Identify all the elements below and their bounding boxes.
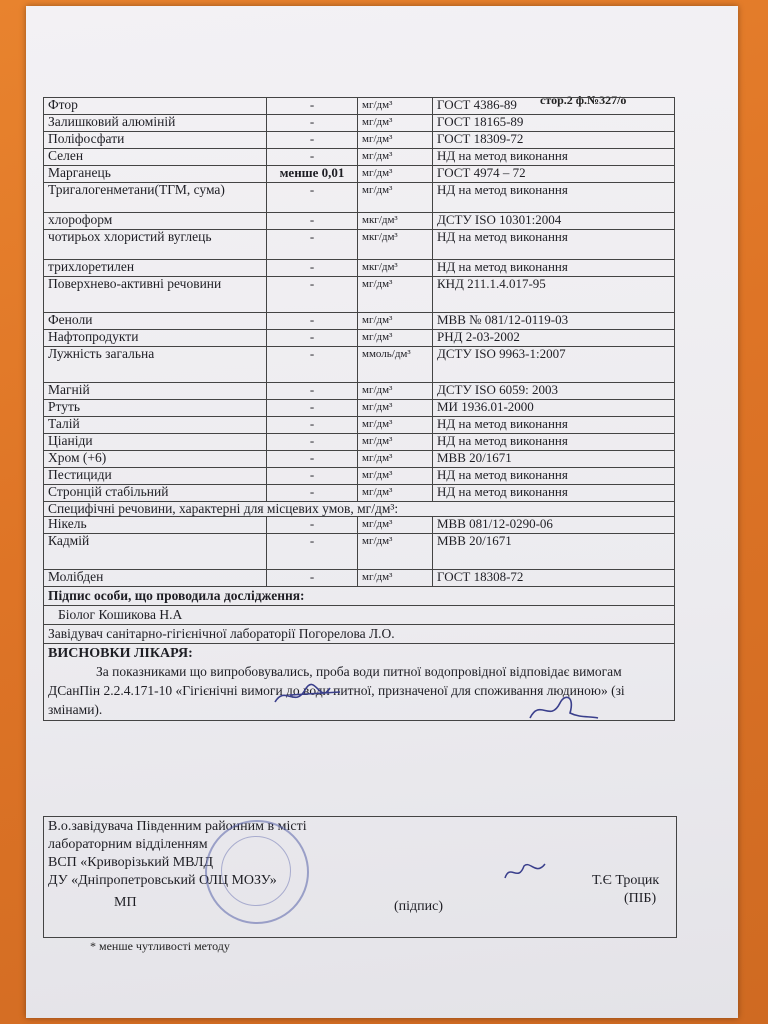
row-method: ДСТУ ISO 9963-1:2007	[433, 347, 675, 383]
head-signature-box	[43, 816, 677, 938]
row-value: -	[267, 330, 358, 347]
row-value: -	[267, 183, 358, 213]
row-unit: мг/дм³	[358, 115, 433, 132]
researcher-name: Біолог Кошикова Н.А	[43, 606, 675, 625]
row-name: Фтор	[44, 98, 267, 115]
row-value: -	[267, 230, 358, 260]
row-method: ГОСТ 4974 – 72	[433, 166, 675, 183]
head-title-line1: В.о.завідувача Південним районним в місті	[48, 819, 307, 834]
row-value: -	[267, 485, 358, 502]
row-unit: мг/дм³	[358, 417, 433, 434]
row-name: Стронцій стабільний	[44, 485, 267, 502]
row-unit: мг/дм³	[358, 485, 433, 502]
row-value: -	[267, 400, 358, 417]
table-row	[44, 534, 675, 570]
row-value: -	[267, 451, 358, 468]
row-unit: мкг/дм³	[358, 230, 433, 260]
row-method: НД на метод виконання	[433, 149, 675, 166]
table-row	[44, 166, 675, 183]
row-name: Нікель	[44, 517, 267, 534]
table-row	[44, 570, 675, 587]
row-method: РНД 2-03-2002	[433, 330, 675, 347]
row-name: Талій	[44, 417, 267, 434]
table-row	[44, 183, 675, 213]
table-row	[44, 517, 675, 534]
table-row	[44, 313, 675, 330]
row-unit: мг/дм³	[358, 534, 433, 570]
table-row	[44, 383, 675, 400]
row-unit: мг/дм³	[358, 132, 433, 149]
row-name: Феноли	[44, 313, 267, 330]
row-name: Залишковий алюміній	[44, 115, 267, 132]
row-name: Ціаніди	[44, 434, 267, 451]
row-name: Магній	[44, 383, 267, 400]
row-name: Тригалогенметани(ТГМ, сума)	[44, 183, 267, 213]
row-value: -	[267, 517, 358, 534]
footnote: * менше чутливості методу	[90, 939, 230, 953]
conclusion-heading: ВИСНОВКИ ЛІКАРЯ	[48, 646, 189, 661]
table-row	[44, 451, 675, 468]
row-unit: мкг/дм³	[358, 213, 433, 230]
row-method: НД на метод виконання	[433, 468, 675, 485]
row-unit: мг/дм³	[358, 383, 433, 400]
row-value: -	[267, 149, 358, 166]
row-name: Марганець	[44, 166, 267, 183]
row-method: МИ 1936.01-2000	[433, 400, 675, 417]
signature-label: (підпис)	[394, 899, 444, 914]
row-name: Пестициди	[44, 468, 267, 485]
specific-heading-row	[44, 502, 675, 517]
row-method: НД на метод виконання	[433, 417, 675, 434]
page-reference: стор.2 ф.№327/о	[540, 93, 627, 107]
row-unit: мг/дм³	[358, 277, 433, 313]
row-value: -	[267, 434, 358, 451]
row-unit: мг/дм³	[358, 313, 433, 330]
row-unit: мг/дм³	[358, 434, 433, 451]
table-row	[44, 277, 675, 313]
row-unit: мг/дм³	[358, 570, 433, 587]
row-value: -	[267, 213, 358, 230]
row-unit: мг/дм³	[358, 400, 433, 417]
table-row	[44, 260, 675, 277]
row-value: -	[267, 313, 358, 330]
table-row	[44, 115, 675, 132]
row-unit: мг/дм³	[358, 330, 433, 347]
row-method: НД на метод виконання	[433, 485, 675, 502]
table-row	[44, 434, 675, 451]
row-name: Кадмій	[44, 534, 267, 570]
lab-head-name: Завідувач санітарно-гігієнічної лабораторії Погорелова Л.О.	[43, 625, 675, 644]
row-method: МВВ 081/12-0290-06	[433, 517, 675, 534]
table-row	[44, 468, 675, 485]
round-stamp	[205, 820, 309, 924]
row-method: НД на метод виконання	[433, 434, 675, 451]
table-row	[44, 347, 675, 383]
row-value: -	[267, 132, 358, 149]
row-method: ДСТУ ISO 6059: 2003	[433, 383, 675, 400]
table-row	[44, 400, 675, 417]
row-value: -	[267, 347, 358, 383]
row-unit: мг/дм³	[358, 451, 433, 468]
row-value: -	[267, 570, 358, 587]
row-value: -	[267, 98, 358, 115]
row-unit: мг/дм³	[358, 468, 433, 485]
conclusion-section: ВИСНОВКИ ЛІКАРЯ: За показниками що випробовувались, проба води питної водопровідної відповідає вимогам ДСанПін 2.2.4.171-10 «Гігієнічні вимоги до води питної, призначеної для споживання людиною» (зі змінами).	[43, 644, 675, 721]
row-name: Селен	[44, 149, 267, 166]
head-name: Т.Є Троцик	[592, 873, 660, 888]
row-method: МВВ 20/1671	[433, 451, 675, 468]
table-row	[44, 230, 675, 260]
row-name: трихлоретилен	[44, 260, 267, 277]
head-title-line2: лабораторним відділенням	[48, 837, 208, 852]
table-row	[44, 98, 675, 115]
researcher-signature	[270, 680, 350, 710]
row-method: НД на метод виконання	[433, 260, 675, 277]
row-name: Хром (+6)	[44, 451, 267, 468]
row-method: КНД 211.1.4.017-95	[433, 277, 675, 313]
lab-head-signature	[520, 688, 600, 728]
head-title-line4: ДУ «Дніпропетровський ОЛЦ МОЗУ»	[48, 873, 277, 888]
row-method: ДСТУ ISO 10301:2004	[433, 213, 675, 230]
row-method: НД на метод виконання	[433, 183, 675, 213]
row-name: Нафтопродукти	[44, 330, 267, 347]
row-method: МВВ № 081/12-0119-03	[433, 313, 675, 330]
row-unit: мг/дм³	[358, 183, 433, 213]
row-name: Лужність загальна	[44, 347, 267, 383]
row-value: -	[267, 417, 358, 434]
row-value: менше 0,01	[267, 166, 358, 183]
table-row	[44, 132, 675, 149]
row-method: ГОСТ 18165-89	[433, 115, 675, 132]
head-title-line3: ВСП «Криворізький МВЛД	[48, 855, 214, 870]
conclusion-text: За показниками що випробовувались, проба води питної водопровідної відповідає вимогам ДСанПін 2.2.4.171-10 «Гігієнічні вимоги до води питної, призначеної для споживання людиною» (зі змінами).	[48, 664, 625, 717]
row-value: -	[267, 277, 358, 313]
row-method: НД на метод виконання	[433, 230, 675, 260]
table-row	[44, 149, 675, 166]
row-value: -	[267, 383, 358, 400]
researcher-signature-heading: Підпис особи, що проводила дослідження:	[43, 587, 675, 606]
table-row	[44, 417, 675, 434]
row-method: ГОСТ 18308-72	[433, 570, 675, 587]
table-row	[44, 485, 675, 502]
specific-heading: Специфічні речовини, характерні для місцевих умов, мг/дм³:	[44, 502, 675, 517]
row-unit: мкг/дм³	[358, 260, 433, 277]
row-name: хлороформ	[44, 213, 267, 230]
results-table	[43, 97, 675, 587]
row-unit: мг/дм³	[358, 166, 433, 183]
row-name: Поверхнево-активні речовини	[44, 277, 267, 313]
row-unit: ммоль/дм³	[358, 347, 433, 383]
row-method: ГОСТ 18309-72	[433, 132, 675, 149]
row-method: ГОСТ 4386-89	[433, 98, 675, 115]
row-value: -	[267, 115, 358, 132]
full-name-label: (ПІБ)	[624, 891, 657, 906]
row-unit: мг/дм³	[358, 517, 433, 534]
row-unit: мг/дм³	[358, 98, 433, 115]
head-signature	[500, 858, 550, 888]
row-value: -	[267, 534, 358, 570]
table-row	[44, 330, 675, 347]
row-name: Поліфосфати	[44, 132, 267, 149]
stamp-place-label: МП	[114, 895, 137, 910]
row-name: Молібден	[44, 570, 267, 587]
row-name: Ртуть	[44, 400, 267, 417]
row-name: чотирьох хлористий вуглець	[44, 230, 267, 260]
row-value: -	[267, 260, 358, 277]
row-value: -	[267, 468, 358, 485]
row-method: МВВ 20/1671	[433, 534, 675, 570]
table-row	[44, 213, 675, 230]
row-unit: мг/дм³	[358, 149, 433, 166]
